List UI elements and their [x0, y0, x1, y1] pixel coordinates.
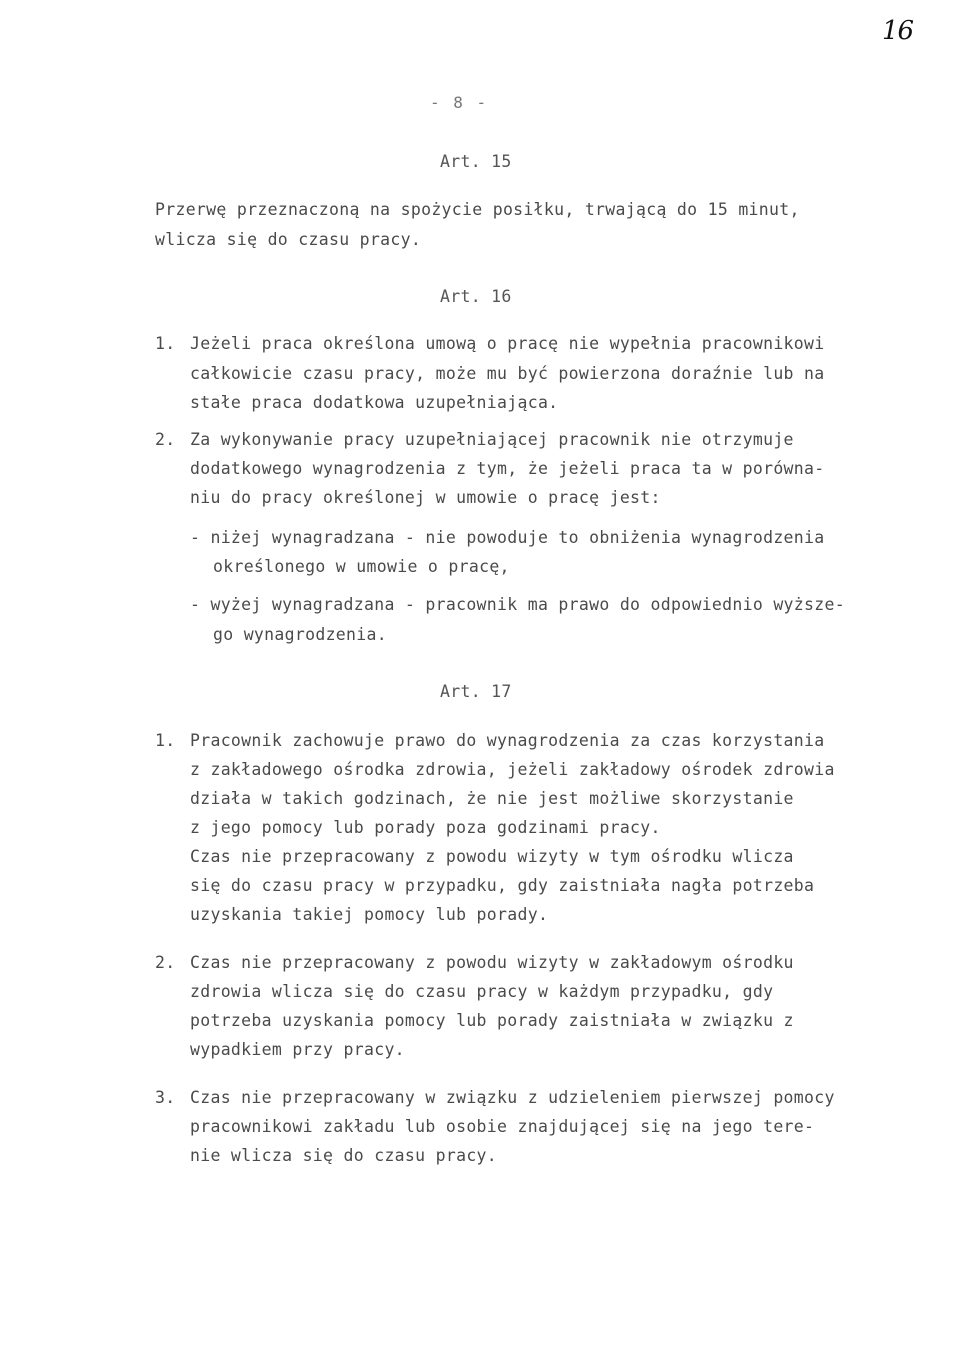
art17-p1-line: się do czasu pracy w przypadku, gdy zaistniała nagła potrzeba: [190, 876, 815, 895]
art17-p2-line: wypadkiem przy pracy.: [190, 1040, 405, 1059]
art17-p1-line: Czas nie przepracowany z powodu wizyty w tym ośrodku wlicza: [190, 847, 794, 866]
art16-p2-line: niu do pracy określonej w umowie o pracę jest:: [190, 488, 661, 507]
art16-p1-number: 1.: [155, 334, 176, 353]
art16-p1-line: Jeżeli praca określona umową o pracę nie wypełnia pracownikowi: [190, 334, 825, 353]
art17-p1-line: z jego pomocy lub porady poza godzinami pracy.: [190, 818, 661, 837]
handwritten-page-note: 16: [882, 16, 914, 46]
art16-dash2-line: - wyżej wynagradzana - pracownik ma prawo do odpowiednio wyższe-: [190, 595, 845, 614]
art17-p2-line: Czas nie przepracowany z powodu wizyty w zakładowym ośrodku: [190, 953, 794, 972]
art15-line: wlicza się do czasu pracy.: [155, 230, 422, 249]
art17-p3-number: 3.: [155, 1088, 176, 1107]
art16-heading: Art. 16: [440, 287, 512, 306]
art17-p2-number: 2.: [155, 953, 176, 972]
art17-p2-line: zdrowia wlicza się do czasu pracy w każdym przypadku, gdy: [190, 982, 774, 1001]
art17-p3-line: Czas nie przepracowany w związku z udzieleniem pierwszej pomocy: [190, 1088, 835, 1107]
art16-p2-number: 2.: [155, 430, 176, 449]
art16-dash1-line: określonego w umowie o pracę,: [213, 557, 510, 576]
art16-p1-line: stałe praca dodatkowa uzupełniająca.: [190, 393, 559, 412]
art16-dash2-line: go wynagrodzenia.: [213, 625, 387, 644]
art15-heading: Art. 15: [440, 152, 512, 171]
art16-dash1-line: - niżej wynagradzana - nie powoduje to obniżenia wynagrodzenia: [190, 528, 825, 547]
art17-p3-line: nie wlicza się do czasu pracy.: [190, 1146, 498, 1165]
art17-p1-line: uzyskania takiej pomocy lub porady.: [190, 905, 549, 924]
art17-p1-line: z zakładowego ośrodka zdrowia, jeżeli zakładowy ośrodek zdrowia: [190, 760, 835, 779]
art16-p2-line: Za wykonywanie pracy uzupełniającej pracownik nie otrzymuje: [190, 430, 794, 449]
art17-p1-number: 1.: [155, 731, 176, 750]
page-number: - 8 -: [430, 93, 489, 112]
art17-heading: Art. 17: [440, 682, 512, 701]
art17-p1-line: działa w takich godzinach, że nie jest możliwe skorzystanie: [190, 789, 794, 808]
art15-line: Przerwę przeznaczoną na spożycie posiłku, trwającą do 15 minut,: [155, 200, 800, 219]
art16-p1-line: całkowicie czasu pracy, może mu być powierzona doraźnie lub na: [190, 364, 825, 383]
art17-p3-line: pracownikowi zakładu lub osobie znajdującej się na jego tere-: [190, 1117, 815, 1136]
art16-p2-line: dodatkowego wynagrodzenia z tym, że jeżeli praca ta w porówna-: [190, 459, 825, 478]
art17-p1-line: Pracownik zachowuje prawo do wynagrodzenia za czas korzystania: [190, 731, 825, 750]
art17-p2-line: potrzeba uzyskania pomocy lub porady zaistniała w związku z: [190, 1011, 794, 1030]
